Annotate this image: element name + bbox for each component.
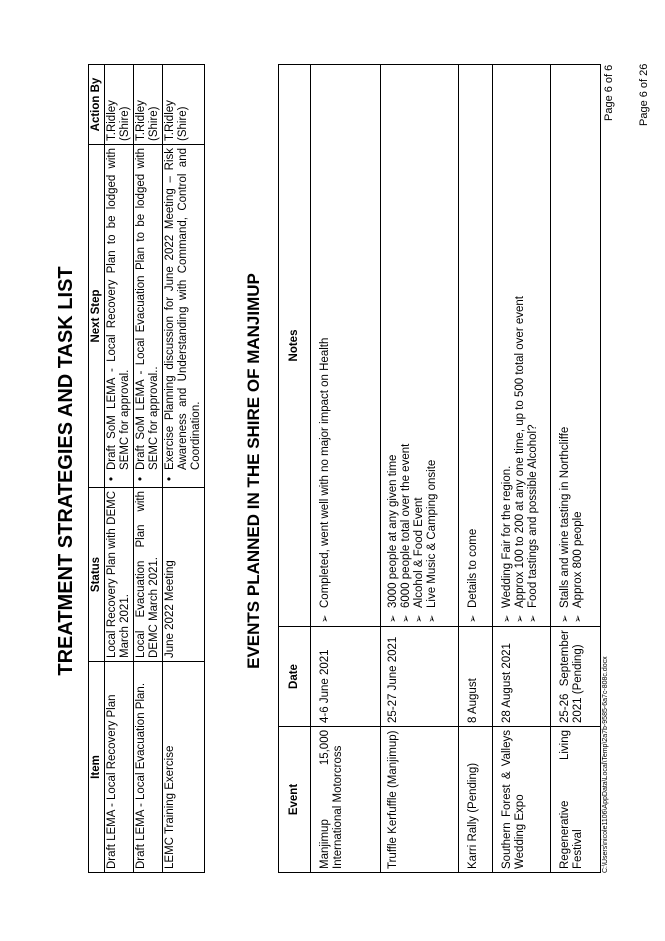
status-cell: Local Evacuation Plan with DEMC March 2021. <box>134 488 163 662</box>
event-cell: Southern Forest & Valleys Wedding Expo <box>493 727 551 873</box>
note-item: ➢ Food tastings and possible Alcohol? <box>527 68 540 608</box>
event-cell: Regenerative Living Festival <box>551 727 601 873</box>
table-row <box>311 65 381 873</box>
page-number-outer: Page 6 of 26 <box>638 63 650 126</box>
action-by-cell: T.Ridley (Shire) <box>163 65 205 145</box>
next-step-text: • Exercise Planning discussion for June 2022 Meeting – Risk Awareness and Understanding with Command, Control and Coordination. <box>164 148 203 470</box>
note-item: ➢ Approx 100 to 200 at any one time, up to 500 total over event <box>514 68 527 608</box>
header-event: Event <box>279 727 311 873</box>
header-status: Status <box>89 488 105 662</box>
header-next-step: Next Step <box>89 145 105 488</box>
treatment-header-row <box>89 65 105 873</box>
status-cell: Local Recovery Plan with DEMC March 2021. <box>105 488 134 662</box>
note-item: ➢ Wedding Fair for the region. <box>501 68 514 608</box>
table-row <box>493 65 551 873</box>
date-cell: 25-26 September 2021 (Pending) <box>551 627 601 727</box>
page-inner-text: Page 6 of 6 <box>603 64 615 121</box>
note-item: ➢ Details to come <box>467 68 480 608</box>
item-cell: LEMC Training Exercise <box>163 662 205 873</box>
event-cell: Manjimup 15,000 International Motorcross <box>311 727 381 873</box>
status-cell: June 2022 Meeting <box>163 488 205 662</box>
events-table <box>278 64 601 873</box>
table-row <box>105 65 134 873</box>
note-item: ➢ 6000 people total over the event <box>400 68 413 608</box>
note-item: ➢ Stalls and wine tasting in Northcliffe <box>559 68 572 608</box>
notes-cell <box>551 65 601 627</box>
note-item: ➢ Approx 800 people <box>572 68 585 608</box>
next-step-text: • Draft SoM LEMA - Local Evacuation Plan to be lodged with SEMC for approval.. <box>135 148 161 470</box>
treatment-title: TREATMENT STRATEGIES AND TASK LIST <box>55 266 77 676</box>
next-step-cell <box>163 145 205 488</box>
note-item: ➢ 3000 people at any given time <box>387 68 400 608</box>
note-item: ➢ Alcohol & Food Event <box>413 68 426 608</box>
next-step-text: • Draft SoM LEMA - Local Recovery Plan to be lodged with SEMC for approval. <box>106 148 132 470</box>
date-cell: 4-6 June 2021 <box>311 627 381 727</box>
notes-cell <box>459 65 493 627</box>
table-row <box>381 65 459 873</box>
header-item: Item <box>89 662 105 873</box>
date-cell: 25-27 June 2021 <box>381 627 459 727</box>
action-by-cell: T.Ridley (Shire) <box>134 65 163 145</box>
notes-cell <box>381 65 459 627</box>
next-step-cell <box>105 145 134 488</box>
header-action-by: Action By <box>89 65 105 145</box>
date-cell: 28 August 2021 <box>493 627 551 727</box>
action-by-cell: T.Ridley (Shire) <box>105 65 134 145</box>
events-title: EVENTS PLANNED IN THE SHIRE OF MANJIMUP <box>244 273 263 669</box>
item-cell: Draft LEMA - Local Recovery Plan <box>105 662 134 873</box>
table-row <box>459 65 493 873</box>
file-path: C:\Users\nicole1106\AppData\Local\Temp\2a7b-9585-6a7c-808c.docx <box>602 656 609 873</box>
event-cell: Truffle Kerfuffle (Manjimup) <box>381 727 459 873</box>
treatment-table <box>88 64 205 873</box>
table-row <box>163 65 205 873</box>
next-step-cell <box>134 145 163 488</box>
note-item: ➢ Completed, went well with no major impact on Health <box>319 68 332 608</box>
table-row <box>134 65 163 873</box>
header-date: Date <box>279 627 311 727</box>
notes-cell <box>493 65 551 627</box>
note-item: ➢ Live Music & Camping onsite <box>426 68 439 608</box>
events-header-row <box>279 65 311 873</box>
date-cell: 8 August <box>459 627 493 727</box>
notes-cell <box>311 65 381 627</box>
page-number-inner <box>603 65 615 121</box>
event-cell: Karri Rally (Pending) <box>459 727 493 873</box>
item-cell: Draft LEMA - Local Evacuation Plan. <box>134 662 163 873</box>
header-notes: Notes <box>279 65 311 627</box>
table-row <box>551 65 601 873</box>
